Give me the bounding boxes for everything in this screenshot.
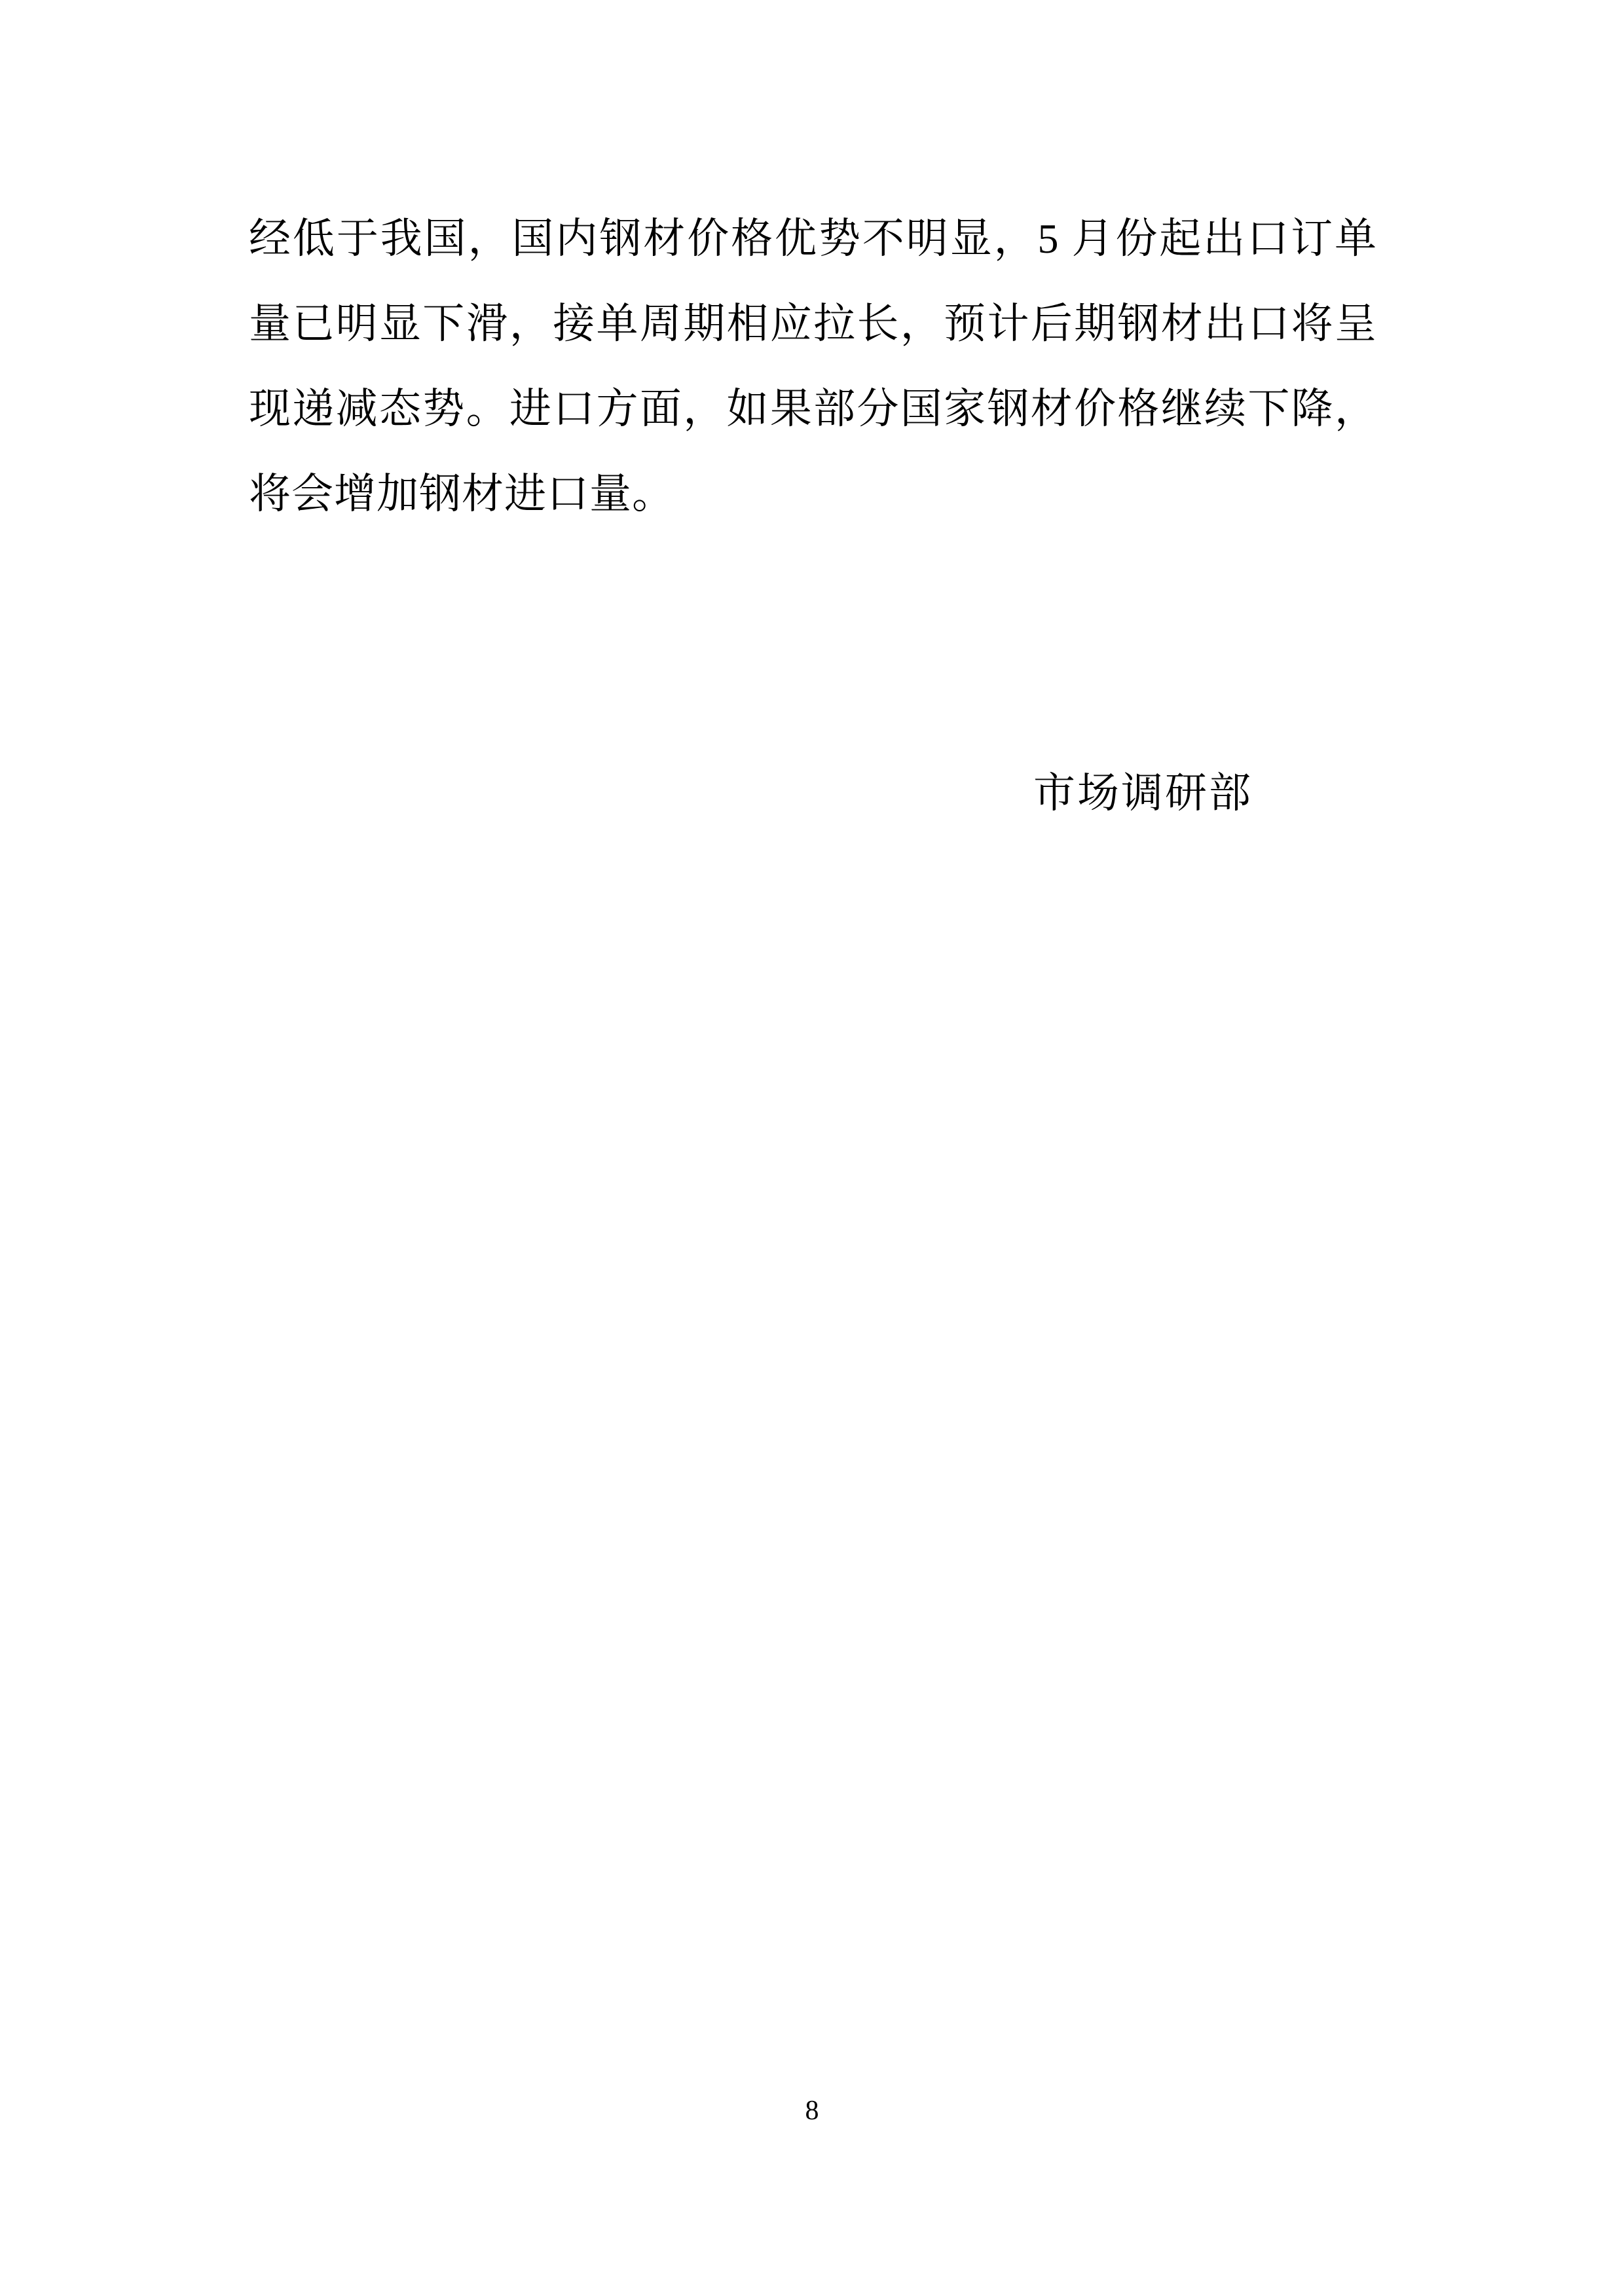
page-number: 8 [805, 2096, 819, 2126]
signature-department: 市场调研部 [1033, 770, 1253, 816]
paragraph-line-1: 经低于我国，国内钢材价格优势不明显，5 月份起出口订单 [249, 215, 1377, 262]
paragraph-line-3: 现递减态势。进口方面，如果部分国家钢材价格继续下降， [249, 386, 1377, 432]
paragraph-line-2: 量已明显下滑，接单周期相应拉长，预计后期钢材出口将呈 [249, 301, 1377, 347]
body-paragraph [249, 196, 1377, 537]
paragraph-line-4: 将会增加钢材进口量。 [249, 471, 674, 517]
